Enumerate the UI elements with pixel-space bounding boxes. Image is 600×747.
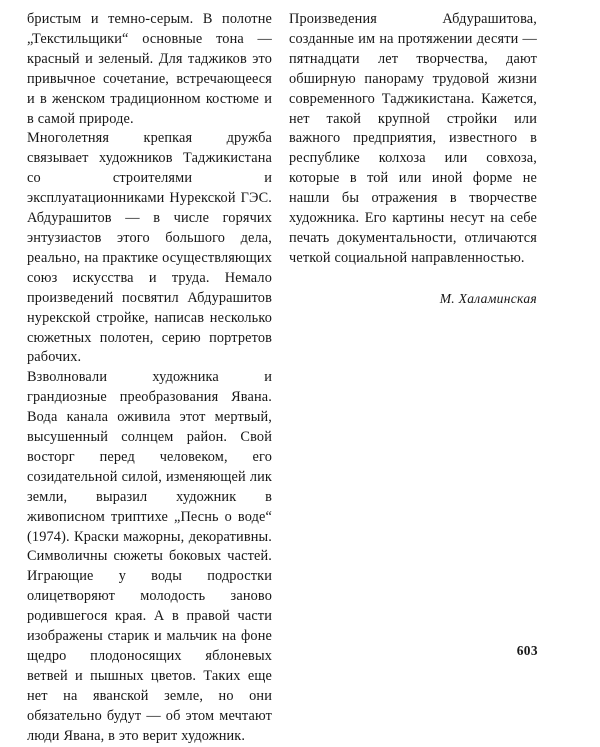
paragraph: Произведения Абдурашитова, созданные им на протяжении десяти — пятнадцати лет творчества, дают обширную панораму трудовой жизни современного Таджикистана. Кажется, нет такой крупной стройки или важного предприятия, известного в республике колхоза или совхоза, которые в той или иной форме не нашли бы отражения в творчестве художника. Его картины несут на себе печать документальности, отличаются четкой социальной направленностью.: [289, 11, 537, 266]
right-text-column: [289, 10, 537, 640]
paragraph: Взволновали художника и грандиозные преобразования Явана. Вода канала оживила этот мертвый, высушенный солнцем район. Свой восторг перед человеком, его созидательной силой, изменяющей лик земли, выразил художник в живописном триптихе „Песнь о воде“ (1974). Краски мажорны, декоративны. Символичны сюжеты боковых частей. Играющие у воды подростки олицетворяют молодость заново родившегося края. А в правой части изображены старик и мальчик на фоне щедро плодоносящих яблоневых ветвей и пышных цветов. Таких еще нет на яванской земле, но они обязательно будут — об этом мечтают люди Явана, в это верит художник.: [27, 369, 272, 744]
author-signature: М. Халаминская: [439, 290, 537, 306]
page-number: 603: [516, 643, 538, 658]
left-text-column: [27, 10, 272, 744]
paragraph: бристым и темно-серым. В полотне „Текстильщики“ основные тона — красный и зеленый. Для таджиков это привычное сочетание, встречающееся и в женском традиционном костюме и в самой природе.: [27, 11, 272, 127]
paragraph: Многолетняя крепкая дружба связывает художников Таджикистана со строителями и эксплуатационниками Нурекской ГЭС. Абдурашитов — в числе горячих энтузиастов этого большого дела, реально, на практике осуществляющих союз искусства и труда. Немало произведений посвятил Абдурашитов нурекской стройке, написав несколько сюжетных полотен, серию портретов рабочих.: [27, 130, 272, 366]
